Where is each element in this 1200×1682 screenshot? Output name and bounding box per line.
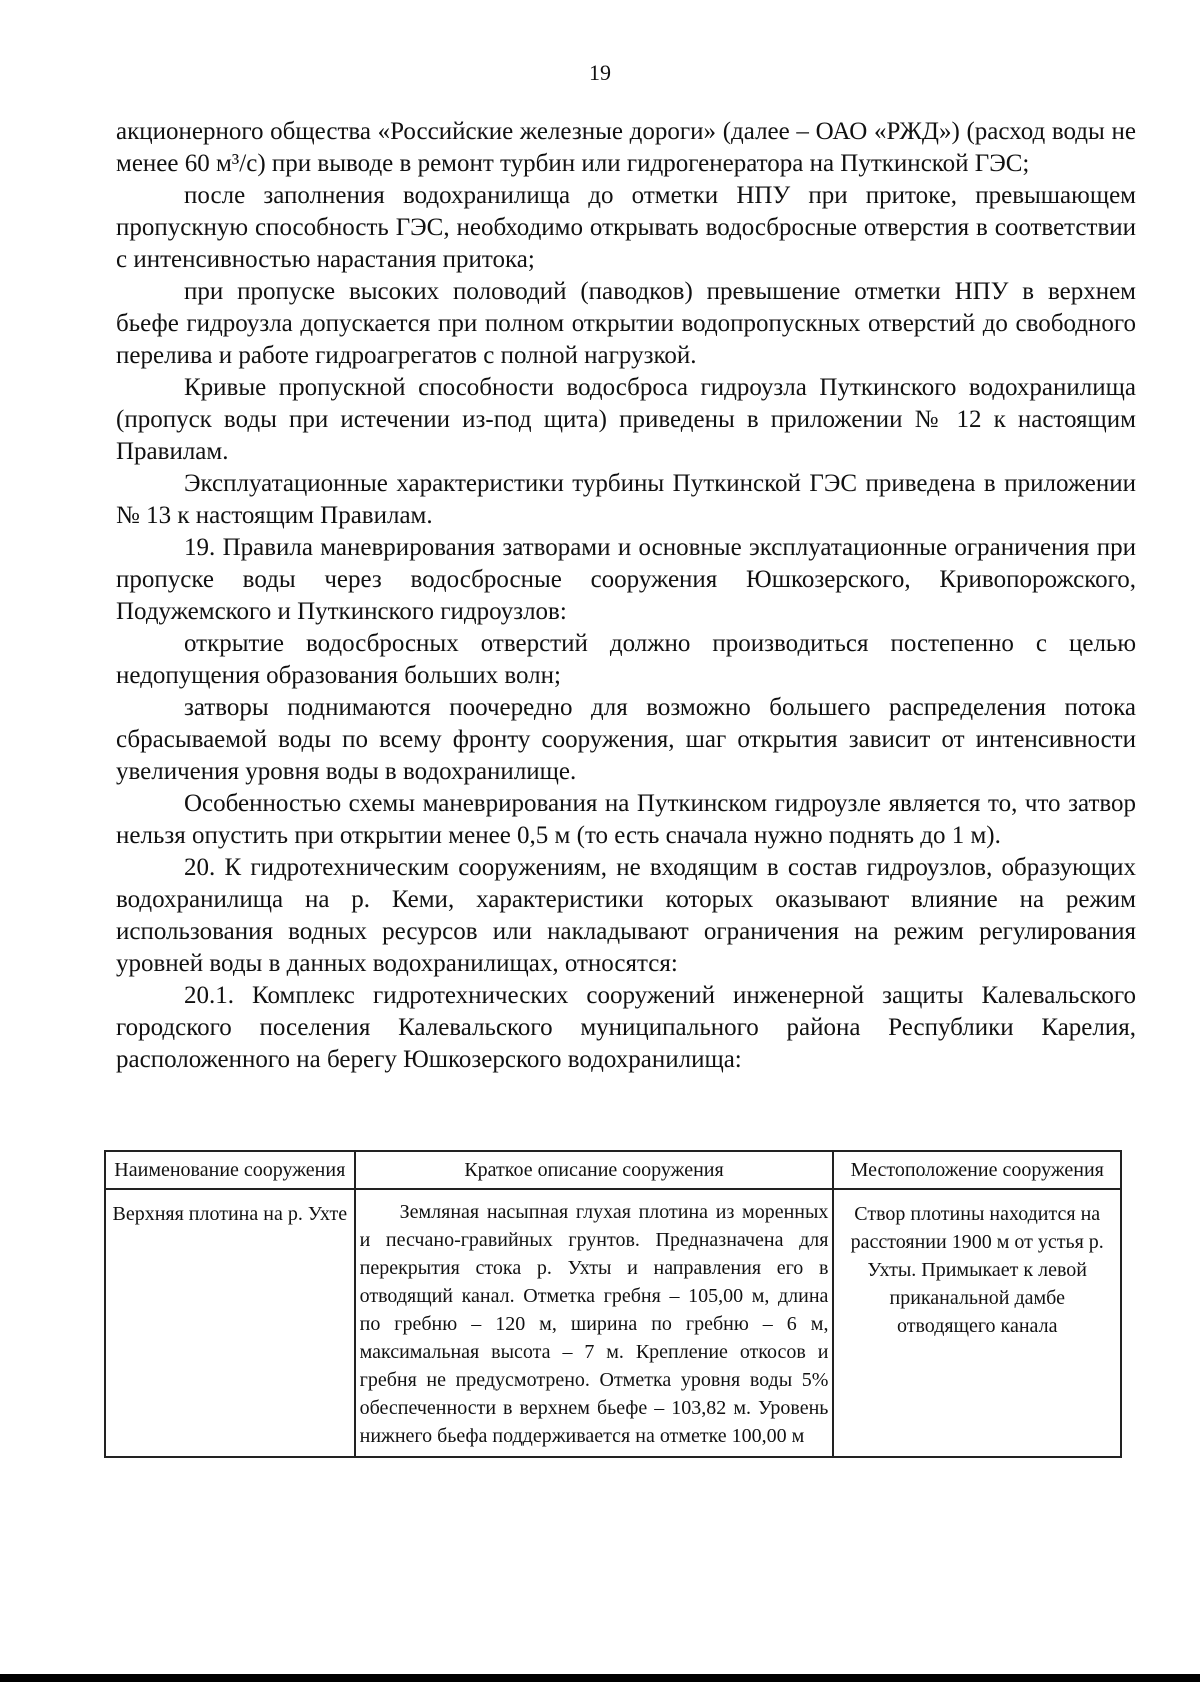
structure-description-cell: Земляная насыпная глухая плотина из моренных и песчано-гравийных грунтов. Предназначена для перекрытия стока р. Ухты и направления его в отводящий канал. Отметка гребня – 105,00 м, длина по гребню – 120 м, ширина по гребню – 6 м, максимальная высота – 7 м. Крепление откосов и гребня не предусмотрено. Отметка уровня воды 5% обеспеченности в верхнем бьефе – 103,82 м. Уровень нижнего бьефа поддерживается на отметке 100,00 м	[355, 1189, 834, 1457]
column-header-location: Местоположение сооружения	[833, 1151, 1121, 1189]
paragraph: Кривые пропускной способности водосброса гидроузла Путкинского водохранилища (пропуск воды при истечении из-под щита) приведены в приложении № 12 к настоящим Правилам.	[116, 374, 1136, 465]
table-row	[105, 1189, 1121, 1457]
paragraph: акционерного общества «Российские железные дороги» (далее – ОАО «РЖД») (расход воды не менее 60 м³/с) при выводе в ремонт турбин или гидрогенератора на Путкинской ГЭС;	[116, 118, 1136, 177]
paragraph: Эксплуатационные характеристики турбины Путкинской ГЭС приведена в приложении № 13 к настоящим Правилам.	[116, 470, 1136, 529]
structure-location-cell: Створ плотины находится на расстоянии 1900 м от устья р. Ухты. Примыкает к левой приканальной дамбе отводящего канала	[833, 1189, 1121, 1457]
column-header-name: Наименование сооружения	[105, 1151, 355, 1189]
paragraph: Особенностью схемы маневрирования на Путкинском гидроузле является то, что затвор нельзя опустить при открытии менее 0,5 м (то есть сначала нужно поднять до 1 м).	[116, 790, 1136, 849]
section-19-paragraph: 19. Правила маневрирования затворами и основные эксплуатационные ограничения при пропуске воды через водосбросные сооружения Юшкозерского, Кривопорожского, Подужемского и Путкинского гидроузлов:	[116, 534, 1136, 625]
body-text	[116, 116, 1136, 1076]
table-header-row	[105, 1151, 1121, 1189]
structure-name-cell: Верхняя плотина на р. Ухте	[105, 1189, 355, 1457]
section-20-1-paragraph: 20.1. Комплекс гидротехнических сооружений инженерной защиты Калевальского городского поселения Калевальского муниципального района Республики Карелия, расположенного на берегу Юшкозерского водохранилища:	[116, 982, 1136, 1073]
page-number: 19	[589, 60, 611, 85]
paragraph: затворы поднимаются поочередно для возможно большего распределения потока сбрасываемой воды по всему фронту сооружения, шаг открытия зависит от интенсивности увеличения уровня воды в водохранилище.	[116, 694, 1136, 785]
column-header-description: Краткое описание сооружения	[355, 1151, 834, 1189]
paragraph: открытие водосбросных отверстий должно производиться постепенно с целью недопущения образования больших волн;	[116, 630, 1136, 689]
structures-table	[104, 1150, 1122, 1458]
paragraph: при пропуске высоких половодий (паводков) превышение отметки НПУ в верхнем бьефе гидроузла допускается при полном открытии водопропускных отверстий до свободного перелива и работе гидроагрегатов с полной нагрузкой.	[116, 278, 1136, 369]
section-20-paragraph: 20. К гидротехническим сооружениям, не входящим в состав гидроузлов, образующих водохранилища на р. Кеми, характеристики которых оказывают влияние на режим использования водных ресурсов или накладывают ограничения на режим регулирования уровней воды в данных водохранилищах, относятся:	[116, 854, 1136, 977]
paragraph: после заполнения водохранилища до отметки НПУ при притоке, превышающем пропускную способность ГЭС, необходимо открывать водосбросные отверстия в соответствии с интенсивностью нарастания притока;	[116, 182, 1136, 273]
